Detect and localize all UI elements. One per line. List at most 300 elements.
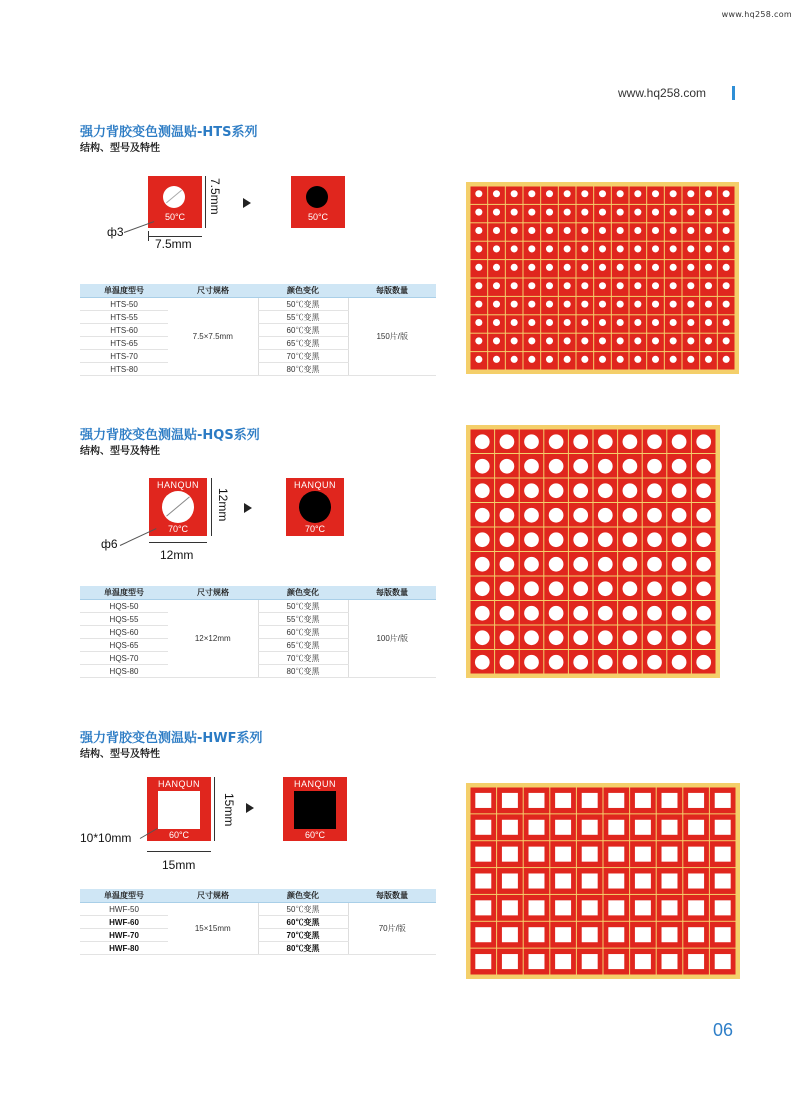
sheet-label [577, 841, 603, 867]
sheet-label [541, 279, 558, 296]
sheet-label [550, 949, 576, 975]
sheet-label [559, 187, 576, 204]
model-cell: HQS-50 [80, 600, 168, 613]
sheet-label [544, 430, 568, 454]
hwf-label-after [283, 777, 347, 841]
sheet-label [683, 297, 700, 314]
th-size: 尺寸规格 [168, 586, 258, 600]
sheet-label [559, 315, 576, 332]
color-cell: 60℃变黑 [258, 626, 348, 639]
sheet-label [541, 352, 558, 369]
sheet-label [471, 187, 488, 204]
sheet-label [718, 187, 735, 204]
hqs-temp-text-after: 70°C [304, 524, 326, 534]
color-cell: 60℃变黑 [258, 324, 348, 337]
sheet-label [643, 503, 667, 527]
sheet-label [618, 650, 642, 674]
sheet-label [667, 626, 691, 650]
sheet-label [594, 315, 611, 332]
sheet-label [683, 260, 700, 277]
sheet-label [520, 430, 544, 454]
sheet-label [471, 297, 488, 314]
sheet-label [577, 315, 594, 332]
sheet-label [604, 814, 630, 840]
th-qty: 每版数量 [348, 284, 436, 298]
sheet-label [604, 868, 630, 894]
hts-dim-height: 7.5mm [208, 178, 222, 215]
sheet-label [524, 297, 541, 314]
hqs-sheet-photo [466, 425, 720, 678]
hts-dim-width: 7.5mm [155, 237, 192, 251]
sheet-label [569, 528, 593, 552]
sheet-label [550, 841, 576, 867]
color-cell: 50℃变黑 [258, 903, 348, 916]
sheet-label [497, 895, 523, 921]
sheet-label [577, 260, 594, 277]
sheet-label [577, 187, 594, 204]
sheet-label [594, 223, 611, 240]
sheet-label [577, 297, 594, 314]
sheet-label [506, 187, 523, 204]
hqs-dim-line-v [211, 478, 212, 536]
sheet-label [604, 841, 630, 867]
sheet-label [665, 187, 682, 204]
section-subtitle-hts: 结构、型号及特性 [80, 143, 160, 154]
sheet-label [667, 577, 691, 601]
sheet-label [630, 841, 656, 867]
sheet-label [577, 242, 594, 259]
sheet-label [612, 315, 629, 332]
sheet-label [647, 279, 664, 296]
sheet-label [667, 528, 691, 552]
color-cell: 65℃变黑 [258, 639, 348, 652]
sheet-label [544, 552, 568, 576]
section-subtitle-hwf: 结构、型号及特性 [80, 749, 160, 760]
sheet-label [506, 205, 523, 222]
sheet-label [471, 841, 497, 867]
hwf-sheet-photo [466, 783, 740, 979]
sheet-label [520, 528, 544, 552]
sheet-label [657, 788, 683, 814]
sheet-label [497, 788, 523, 814]
sheet-label [594, 334, 611, 351]
arrow-right-icon [243, 198, 251, 208]
sheet-label [700, 297, 717, 314]
sheet-label [612, 242, 629, 259]
model-cell: HTS-55 [80, 311, 168, 324]
sheet-label [612, 352, 629, 369]
sheet-label [488, 223, 505, 240]
sheet-label [594, 650, 618, 674]
sheet-label [604, 949, 630, 975]
sheet-label [495, 479, 519, 503]
sheet-label [647, 334, 664, 351]
color-cell: 80℃变黑 [258, 665, 348, 678]
sheet-label [630, 223, 647, 240]
th-qty: 每版数量 [348, 586, 436, 600]
hwf-dim-line-h [147, 851, 211, 852]
sheet-label [471, 949, 497, 975]
sheet-label [495, 430, 519, 454]
sheet-label [471, 922, 497, 948]
sheet-label [520, 650, 544, 674]
sheet-label [618, 552, 642, 576]
sheet-label [692, 430, 716, 454]
color-cell: 50℃变黑 [258, 298, 348, 311]
sheet-label [710, 949, 736, 975]
hts-label-before [148, 176, 202, 228]
sheet-label [471, 315, 488, 332]
hwf-dim-inner: 10*10mm [80, 831, 132, 845]
sheet-label [618, 601, 642, 625]
sheet-label [524, 279, 541, 296]
th-color: 颜色变化 [258, 889, 348, 903]
sheet-label [643, 552, 667, 576]
sheet-label [594, 552, 618, 576]
hts-temp-text: 50°C [164, 212, 186, 222]
sheet-label [497, 841, 523, 867]
sheet-label [524, 260, 541, 277]
hwf-temp-text: 60°C [168, 830, 190, 840]
sheet-label [647, 242, 664, 259]
sheet-label [594, 528, 618, 552]
sheet-label [506, 334, 523, 351]
sheet-label [618, 503, 642, 527]
sheet-label [488, 260, 505, 277]
sheet-label [643, 454, 667, 478]
sheet-label [665, 352, 682, 369]
section-subtitle-hqs: 结构、型号及特性 [80, 446, 160, 457]
sheet-label [710, 788, 736, 814]
sheet-label [471, 868, 497, 894]
sheet-label [700, 334, 717, 351]
sheet-label [612, 297, 629, 314]
hts-sheet-photo [466, 182, 739, 374]
color-cell: 70℃变黑 [258, 652, 348, 665]
sheet-label [506, 352, 523, 369]
qty-cell: 150片/版 [348, 298, 436, 376]
model-cell: HTS-60 [80, 324, 168, 337]
sheet-label [665, 205, 682, 222]
sheet-label [594, 297, 611, 314]
sheet-label [506, 297, 523, 314]
hwf-brand-text-after: HANQUN [293, 779, 336, 789]
sheet-label [569, 577, 593, 601]
sheet-label [618, 528, 642, 552]
hqs-brand-text-after: HANQUN [293, 480, 336, 490]
sheet-label [520, 479, 544, 503]
sheet-label [520, 601, 544, 625]
sheet-label [657, 814, 683, 840]
th-model: 单温度型号 [80, 889, 168, 903]
sheet-label [471, 260, 488, 277]
model-cell: HWF-70 [80, 929, 168, 942]
sheet-label [471, 242, 488, 259]
sheet-label [495, 528, 519, 552]
sheet-label [524, 841, 550, 867]
sheet-label [594, 187, 611, 204]
sheet-label [643, 650, 667, 674]
sheet-label [647, 352, 664, 369]
sheet-label [612, 187, 629, 204]
sheet-label [665, 242, 682, 259]
sheet-label [569, 626, 593, 650]
sheet-label [683, 223, 700, 240]
sheet-label [647, 315, 664, 332]
hts-label-after [291, 176, 345, 228]
sheet-label [541, 315, 558, 332]
sheet-label [577, 788, 603, 814]
sheet-label [665, 279, 682, 296]
sheet-label [550, 814, 576, 840]
sheet-label [577, 868, 603, 894]
sheet-label [550, 868, 576, 894]
sheet-label [471, 279, 488, 296]
sheet-label [647, 297, 664, 314]
sheet-label [471, 223, 488, 240]
sheet-label [683, 841, 709, 867]
sheet-label [683, 279, 700, 296]
sheet-label [569, 601, 593, 625]
sheet-label [550, 895, 576, 921]
color-cell: 55℃变黑 [258, 311, 348, 324]
sheet-label [630, 949, 656, 975]
sheet-label [630, 260, 647, 277]
sheet-label [612, 205, 629, 222]
sheet-label [488, 187, 505, 204]
sheet-label [604, 895, 630, 921]
color-cell: 60℃变黑 [258, 916, 348, 929]
sheet-label [657, 895, 683, 921]
sheet-label [471, 528, 495, 552]
sheet-label [471, 650, 495, 674]
sheet-label [710, 841, 736, 867]
sheet-label [710, 814, 736, 840]
color-cell: 50℃变黑 [258, 600, 348, 613]
sheet-label [594, 279, 611, 296]
hwf-indicator-black [294, 791, 336, 829]
hqs-dim-inner: ф6 [101, 537, 118, 551]
sheet-label [544, 528, 568, 552]
sheet-label [643, 479, 667, 503]
sheet-label [683, 205, 700, 222]
sheet-label [471, 788, 497, 814]
sheet-label [594, 205, 611, 222]
sheet-label [559, 279, 576, 296]
sheet-label [541, 334, 558, 351]
size-cell: 15×15mm [168, 903, 258, 955]
sheet-label [630, 297, 647, 314]
sheet-label [594, 454, 618, 478]
sheet-label [667, 479, 691, 503]
sheet-label [594, 242, 611, 259]
sheet-label [559, 297, 576, 314]
sheet-label [497, 868, 523, 894]
hqs-leader-line [120, 528, 157, 546]
sheet-label [630, 279, 647, 296]
model-cell: HWF-80 [80, 942, 168, 955]
sheet-label [524, 788, 550, 814]
model-cell: HQS-80 [80, 665, 168, 678]
sheet-label [577, 205, 594, 222]
th-model: 单温度型号 [80, 284, 168, 298]
sheet-label [643, 430, 667, 454]
sheet-label [643, 528, 667, 552]
th-size: 尺寸规格 [168, 889, 258, 903]
sheet-label [559, 242, 576, 259]
sheet-label [700, 187, 717, 204]
sheet-label [647, 205, 664, 222]
sheet-label [569, 454, 593, 478]
color-cell: 65℃变黑 [258, 337, 348, 350]
sheet-label [559, 223, 576, 240]
sheet-label [710, 922, 736, 948]
sheet-label [692, 552, 716, 576]
sheet-label [683, 895, 709, 921]
sheet-label [495, 552, 519, 576]
sheet-label [524, 352, 541, 369]
sheet-label [657, 841, 683, 867]
qty-cell: 100片/版 [348, 600, 436, 678]
sheet-label [524, 187, 541, 204]
sheet-label [495, 503, 519, 527]
sheet-label [667, 454, 691, 478]
sheet-label [577, 223, 594, 240]
size-cell: 7.5×7.5mm [168, 298, 258, 376]
color-cell: 70℃变黑 [258, 929, 348, 942]
sheet-label [559, 260, 576, 277]
sheet-label [488, 315, 505, 332]
sheet-label [647, 260, 664, 277]
hts-temp-text-after: 50°C [307, 212, 329, 222]
sheet-label [692, 479, 716, 503]
sheet-label [471, 895, 497, 921]
sheet-label [594, 352, 611, 369]
sheet-label [488, 352, 505, 369]
model-cell: HWF-60 [80, 916, 168, 929]
sheet-label [506, 315, 523, 332]
sheet-label [577, 895, 603, 921]
sheet-label [520, 454, 544, 478]
hqs-dim-line-h [149, 542, 207, 543]
sheet-label [569, 650, 593, 674]
sheet-label [657, 922, 683, 948]
sheet-label [630, 334, 647, 351]
hts-spec-table [80, 284, 436, 376]
sheet-label [700, 242, 717, 259]
sheet-label [618, 479, 642, 503]
sheet-label [506, 223, 523, 240]
sheet-label [569, 430, 593, 454]
sheet-label [667, 430, 691, 454]
model-cell: HTS-65 [80, 337, 168, 350]
sheet-label [471, 814, 497, 840]
hwf-dim-width: 15mm [162, 858, 196, 872]
sheet-label [497, 814, 523, 840]
hwf-spec-table [80, 889, 436, 955]
sheet-label [718, 242, 735, 259]
hqs-dim-width: 12mm [160, 548, 194, 562]
sheet-label [718, 334, 735, 351]
sheet-label [524, 223, 541, 240]
sheet-label [692, 454, 716, 478]
sheet-label [643, 601, 667, 625]
color-cell: 80℃变黑 [258, 942, 348, 955]
section-title-hwf: 强力背胶变色测温贴-HWF系列 [80, 731, 263, 746]
sheet-label [471, 454, 495, 478]
sheet-label [718, 260, 735, 277]
sheet-label [577, 334, 594, 351]
sheet-label [700, 352, 717, 369]
model-cell: HQS-70 [80, 652, 168, 665]
sheet-label [520, 577, 544, 601]
sheet-label [550, 922, 576, 948]
sheet-label [700, 223, 717, 240]
th-color: 颜色变化 [258, 586, 348, 600]
sheet-label [665, 260, 682, 277]
site-accent-bar [732, 86, 735, 100]
sheet-label [594, 577, 618, 601]
arrow-right-icon [244, 503, 252, 513]
sheet-label [471, 503, 495, 527]
sheet-label [488, 205, 505, 222]
sheet-label [577, 352, 594, 369]
sheet-label [692, 601, 716, 625]
sheet-label [667, 503, 691, 527]
sheet-label [718, 315, 735, 332]
sheet-label [524, 922, 550, 948]
hqs-spec-table [80, 586, 436, 678]
sheet-label [683, 949, 709, 975]
sheet-label [700, 315, 717, 332]
page-number: 06 [713, 1020, 734, 1040]
sheet-label [471, 552, 495, 576]
sheet-label [618, 577, 642, 601]
sheet-label [559, 334, 576, 351]
color-cell: 70℃变黑 [258, 350, 348, 363]
sheet-label [604, 922, 630, 948]
sheet-label [594, 430, 618, 454]
sheet-label [718, 279, 735, 296]
sheet-label [665, 334, 682, 351]
model-cell: HTS-70 [80, 350, 168, 363]
sheet-label [524, 895, 550, 921]
hts-dim-inner: ф3 [107, 225, 124, 239]
sheet-label [647, 187, 664, 204]
th-model: 单温度型号 [80, 586, 168, 600]
label-grid [466, 783, 740, 979]
sheet-label [643, 577, 667, 601]
sheet-label [665, 297, 682, 314]
hwf-temp-text-after: 60°C [304, 830, 326, 840]
sheet-label [683, 814, 709, 840]
sheet-label [569, 479, 593, 503]
hqs-temp-text: 70°C [167, 524, 189, 534]
sheet-label [544, 601, 568, 625]
sheet-label [630, 814, 656, 840]
sheet-label [488, 334, 505, 351]
sheet-label [630, 868, 656, 894]
sheet-label [718, 297, 735, 314]
sheet-label [559, 352, 576, 369]
label-grid [466, 425, 720, 678]
sheet-label [569, 552, 593, 576]
sheet-label [524, 868, 550, 894]
sheet-label [471, 626, 495, 650]
sheet-label [495, 650, 519, 674]
sheet-label [618, 454, 642, 478]
sheet-label [630, 205, 647, 222]
